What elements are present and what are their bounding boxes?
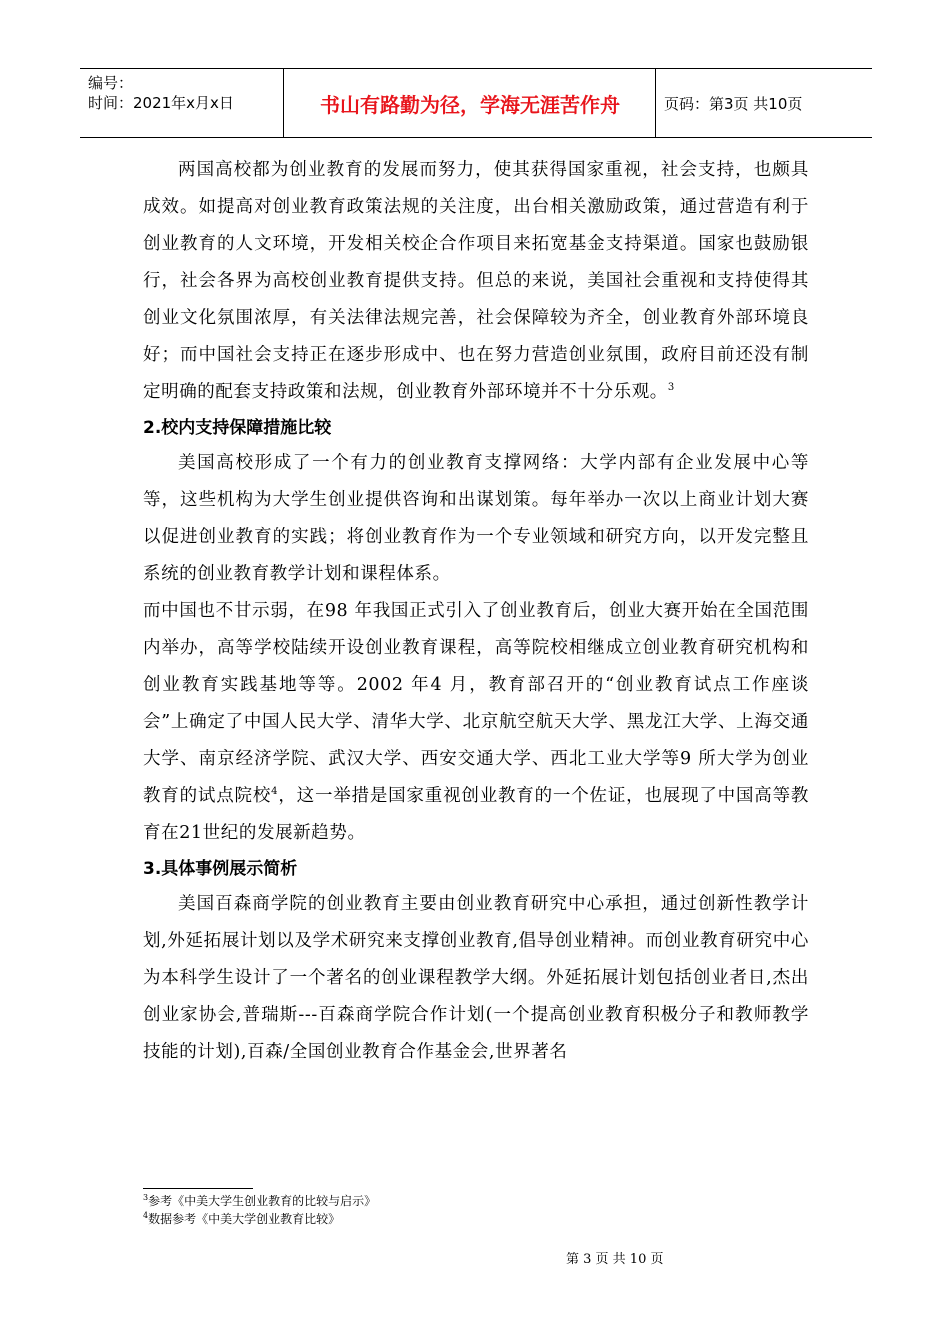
footnote-ref-4: 4 bbox=[271, 786, 279, 798]
section-heading-3: 3.具体事例展示简析 bbox=[143, 859, 298, 879]
footnote-separator bbox=[143, 1188, 253, 1189]
header-motto: 书山有路勤为径，学海无涯苦作舟 bbox=[285, 69, 656, 137]
paragraph-3-text-b: ，这一举措是国家重视创业教育的一个佐证，也展现了中国高等教育在21世纪的发展新趋势。 bbox=[143, 786, 810, 843]
footnote-3 bbox=[143, 1193, 376, 1210]
page-number-footer: 第 3 页 共 10 页 bbox=[566, 1252, 664, 1267]
number-label: 编号： bbox=[88, 74, 134, 92]
document-body bbox=[143, 152, 809, 1071]
footnote-ref-3: 3 bbox=[667, 382, 675, 394]
header-left-cell bbox=[80, 69, 284, 137]
header-page-code: 页码：第3页 共10页 bbox=[664, 94, 803, 113]
footnote-3-text: 参考《中美大学生创业教育的比较与启示》 bbox=[148, 1194, 377, 1208]
paragraph-2: 美国高校形成了一个有力的创业教育支撑网络：大学内部有企业发展中心等等，这些机构为大学生创业提供咨询和出谋划策。每年举办一次以上商业计划大赛以促进创业教育的实践；将创业教育作为一个专业领域和研究方向，以开发完整且系统的创业教育教学计划和课程体系。 bbox=[143, 453, 809, 584]
section-heading-2: 2.校内支持保障措施比较 bbox=[143, 418, 332, 438]
paragraph-3-text-a: 而中国也不甘示弱，在98 年我国正式引入了创业教育后，创业大赛开始在全国范围内举办，高等学校陆续开设创业教育课程，高等院校相继成立创业教育研究机构和创业教育实践基地等等。2002 年4 月，教育部召开的“创业教育试点工作座谈会”上确定了中国人民大学、清华大学、北京航空航天大学、黑龙江大学、上海交通大学、南京经济学院、武汉大学、西安交通大学、西北工业大学等9 所大学为创业教育的试点院校 bbox=[143, 601, 809, 806]
time-label: 时间：2021年x月x日 bbox=[88, 94, 234, 112]
footnote-4 bbox=[143, 1211, 340, 1228]
footnote-3-num: 3 bbox=[143, 1193, 149, 1202]
page-header bbox=[80, 68, 872, 138]
footnote-4-num: 4 bbox=[143, 1211, 149, 1220]
paragraph-4: 美国百森商学院的创业教育主要由创业教育研究中心承担，通过创新性教学计划,外延拓展计划以及学术研究来支撑创业教育,倡导创业精神。而创业教育研究中心为本科学生设计了一个著名的创业课程教学大纲。外延拓展计划包括创业者日,杰出创业家协会,普瑞斯---百森商学院合作计划(一个提高创业教育积极分子和教师教学技能的计划),百森/全国创业教育合作基金会,世界著名 bbox=[143, 894, 809, 1062]
paragraph-1-text: 两国高校都为创业教育的发展而努力，使其获得国家重视，社会支持，也颇具成效。如提高对创业教育政策法规的关注度，出台相关激励政策，通过营造有利于创业教育的人文环境，开发相关校企合作项目来拓宽基金支持渠道。国家也鼓励银行，社会各界为高校创业教育提供支持。但总的来说，美国社会重视和支持使得其创业文化氛围浓厚，有关法律法规完善，社会保障较为齐全，创业教育外部环境良好；而中国社会支持正在逐步形成中、也在努力营造创业氛围，政府目前还没有制定明确的配套支持政策和法规，创业教育外部环境并不十分乐观。 bbox=[143, 160, 809, 402]
paragraph-3 bbox=[143, 593, 809, 852]
paragraph-1 bbox=[143, 152, 809, 411]
footnote-4-text: 数据参考《中美大学创业教育比较》 bbox=[148, 1212, 341, 1226]
